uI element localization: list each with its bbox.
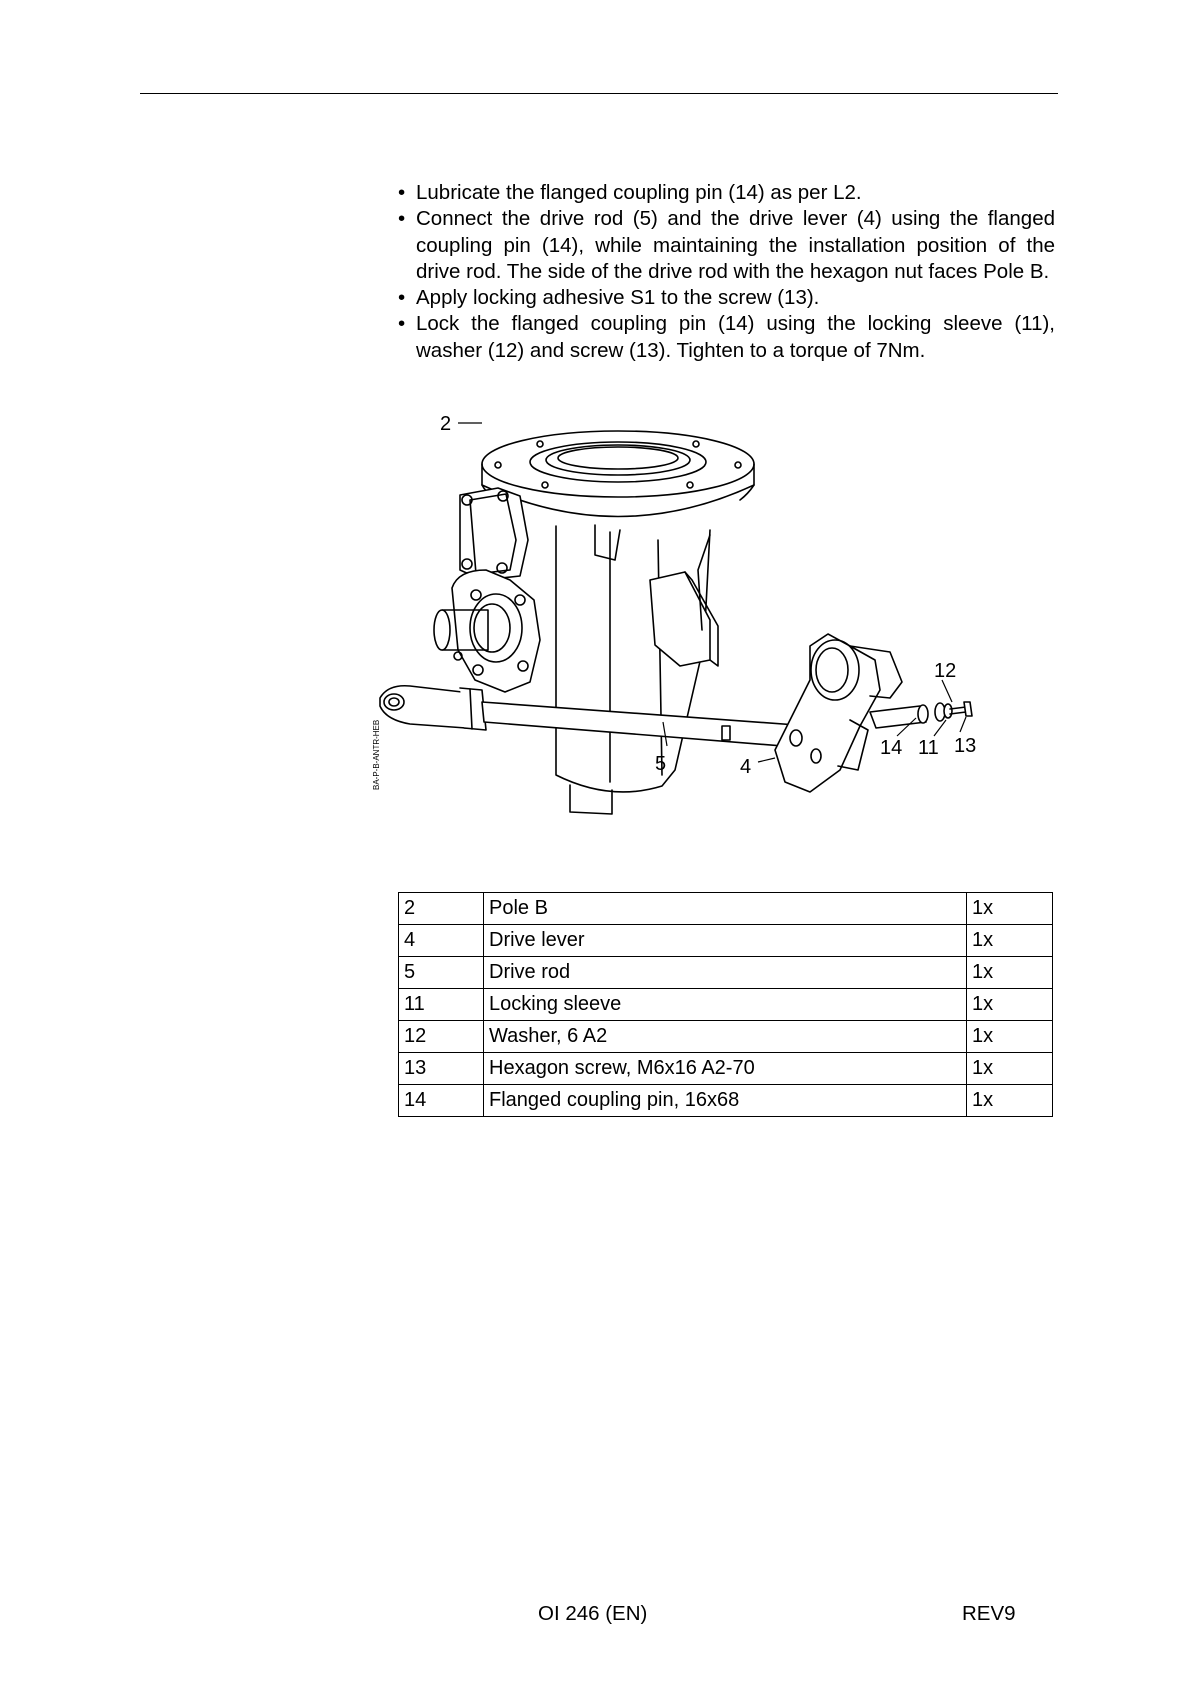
part-name: Drive lever bbox=[484, 925, 967, 957]
instruction-text: Lubricate the flanged coupling pin (14) as per L2. bbox=[416, 181, 862, 204]
table-row bbox=[399, 1021, 1053, 1053]
instruction-item bbox=[398, 285, 1055, 311]
table-row bbox=[399, 893, 1053, 925]
coupling-pin-assembly bbox=[870, 702, 972, 728]
instruction-text: Lock the flanged coupling pin (14) using the locking sleeve (11), washer (12) and screw (13). Tighten to a torque of 7Nm. bbox=[416, 312, 1055, 362]
bullet: • bbox=[398, 207, 406, 231]
part-name: Hexagon screw, M6x16 A2-70 bbox=[484, 1053, 967, 1085]
part-name: Drive rod bbox=[484, 957, 967, 989]
instruction-text: Apply locking adhesive S1 to the screw (13). bbox=[416, 286, 820, 310]
pole-body bbox=[556, 525, 718, 814]
footer-revision: REV9 bbox=[962, 1602, 1016, 1625]
bullet: • bbox=[398, 312, 406, 336]
instruction-item bbox=[398, 206, 1055, 285]
callout-rod: 5 bbox=[655, 753, 667, 775]
table-row bbox=[399, 925, 1053, 957]
callout-lever: 4 bbox=[740, 756, 752, 778]
table-row bbox=[399, 1053, 1053, 1085]
header-rule bbox=[140, 93, 1058, 94]
instruction-item bbox=[398, 180, 1055, 206]
part-number: 13 bbox=[399, 1053, 484, 1085]
part-qty: 1x bbox=[967, 1053, 1053, 1085]
parts-table bbox=[398, 892, 1053, 1117]
top-flange bbox=[482, 431, 754, 517]
part-qty: 1x bbox=[967, 925, 1053, 957]
part-qty: 1x bbox=[967, 957, 1053, 989]
part-number: 4 bbox=[399, 925, 484, 957]
part-qty: 1x bbox=[967, 893, 1053, 925]
bullet: • bbox=[398, 286, 406, 310]
part-name: Locking sleeve bbox=[484, 989, 967, 1021]
part-number: 12 bbox=[399, 1021, 484, 1053]
figure-id: BA-P-B-ANTR-HEB bbox=[372, 719, 381, 790]
part-number: 5 bbox=[399, 957, 484, 989]
part-name: Flanged coupling pin, 16x68 bbox=[484, 1085, 967, 1117]
callout-sleeve: 11 bbox=[918, 737, 939, 759]
table-row bbox=[399, 957, 1053, 989]
part-qty: 1x bbox=[967, 1021, 1053, 1053]
table-row bbox=[399, 989, 1053, 1021]
part-name: Pole B bbox=[484, 893, 967, 925]
callout-pole: 2 bbox=[440, 413, 452, 435]
shaft-housing bbox=[434, 570, 540, 692]
instruction-text: Connect the drive rod (5) and the drive lever (4) using the flanged coupling pin (14), while maintaining the installation position of the drive rod. The side of the drive rod with the hexagon nut faces Pole B. bbox=[416, 207, 1055, 283]
part-name: Washer, 6 A2 bbox=[484, 1021, 967, 1053]
instruction-list bbox=[398, 180, 1055, 364]
part-number: 2 bbox=[399, 893, 484, 925]
instruction-item bbox=[398, 311, 1055, 364]
bullet: • bbox=[398, 181, 406, 204]
part-qty: 1x bbox=[967, 1085, 1053, 1117]
table-row bbox=[399, 1085, 1053, 1117]
assembly-drawing bbox=[380, 413, 1060, 870]
part-number: 11 bbox=[399, 989, 484, 1021]
gear-cover bbox=[460, 488, 528, 580]
callout-screw: 13 bbox=[954, 735, 977, 757]
part-qty: 1x bbox=[967, 989, 1053, 1021]
footer-document-id: OI 246 (EN) bbox=[538, 1602, 648, 1625]
callout-pin: 14 bbox=[880, 737, 903, 759]
part-number: 14 bbox=[399, 1085, 484, 1117]
callout-washer: 12 bbox=[934, 660, 957, 682]
